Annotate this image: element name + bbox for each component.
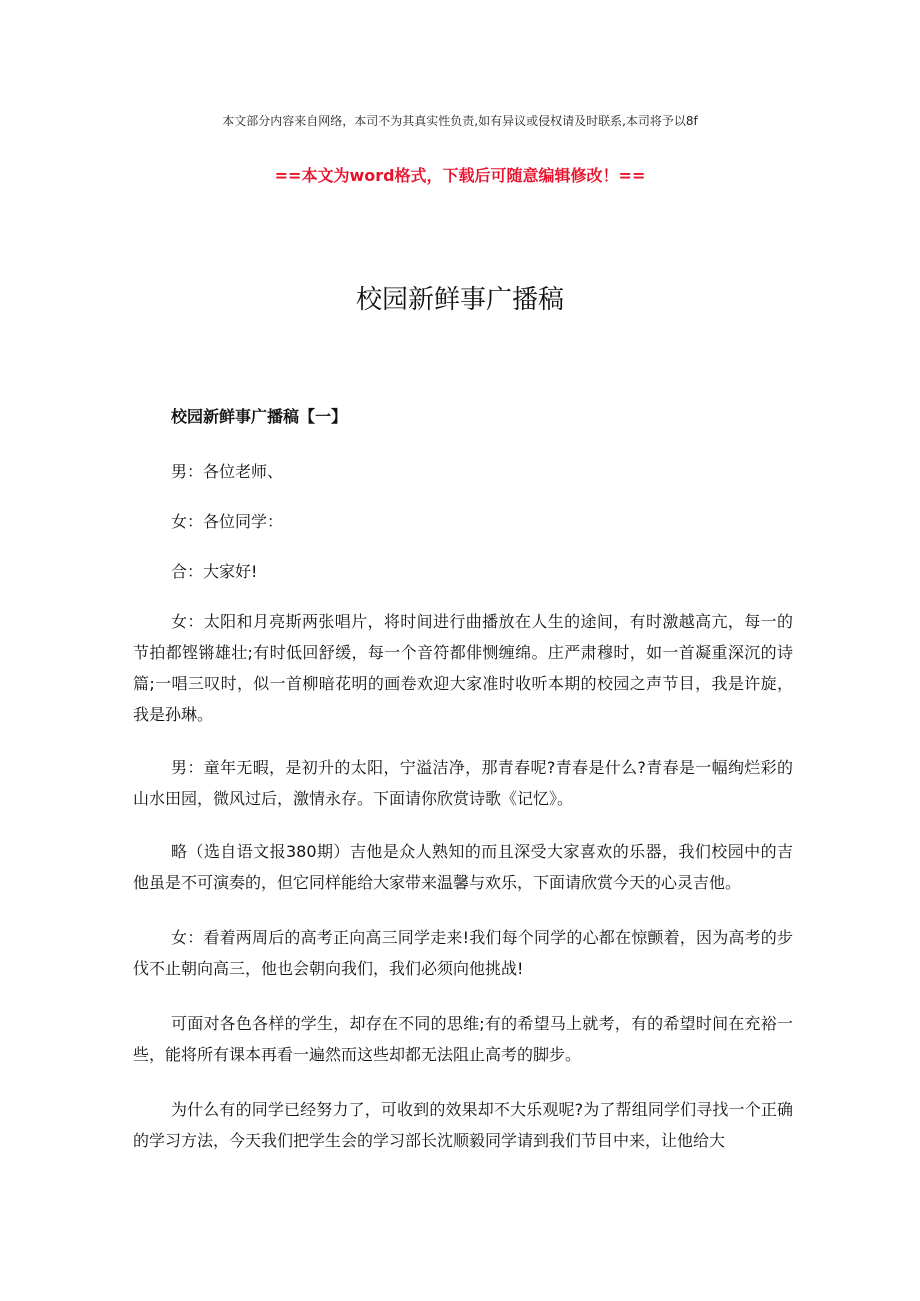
paragraph-3: 合：大家好!	[171, 562, 258, 581]
paragraph-4: 女：太阳和月亮斯两张唱片，将时间进行曲播放在人生的途间，有时激越高亢，每一的节拍都铿锵雄壮;有时低回舒缓，每一个音符都俳恻缠绵。庄严肃穆时，如一首凝重深沉的诗篇;一唱三叹时，似一首柳暗花明的画卷欢迎大家准时收听本期的校园之声节目，我是许旋，我是孙琳。	[133, 612, 793, 724]
paragraph-5: 男：童年无暇，是初升的太阳，宁溢洁净，那青春呢?青春是什么?青春是一幅绚烂彩的山水田园，微风过后，激情永存。下面请你欣赏诗歌《记忆》。	[133, 758, 793, 808]
page-title: 校园新鲜事广播稿	[355, 285, 564, 315]
paragraph-9: 为什么有的同学已经努力了，可收到的效果却不大乐观呢?为了帮组同学们寻找一个正确的学习方法，今天我们把学生会的学习部长沈顺毅同学请到我们节目中来，让他给大	[133, 1100, 793, 1150]
paragraph-7: 女：看着两周后的高考正向高三同学走来!我们每个同学的心都在惊颤着，因为高考的步伐不止朝向高三，他也会朝向我们，我们必须向他挑战!	[133, 928, 793, 978]
word-format-notice: ==本文为word格式，下载后可随意编辑修改！==	[274, 166, 646, 185]
section-heading: 校园新鲜事广播稿【一】	[171, 407, 348, 426]
paragraph-2: 女：各位同学：	[171, 512, 284, 531]
paragraph-6: 略（选自语文报380期）吉他是众人熟知的而且深受大家喜欢的乐器，我们校园中的吉他虽是不可演奏的，但它同样能给大家带来温馨与欢乐，下面请欣赏今天的心灵吉他。	[133, 842, 793, 892]
paragraph-1: 男：各位老师、	[171, 462, 284, 481]
disclaimer-text: 本文部分内容来自网络，本司不为其真实性负责,如有异议或侵权请及时联系,本司将予以8f	[222, 114, 698, 128]
paragraph-8: 可面对各色各样的学生，却存在不同的思维;有的希望马上就考，有的希望时间在充裕一些，能将所有课本再看一遍然而这些却都无法阻止高考的脚步。	[133, 1014, 793, 1064]
document-body	[133, 404, 793, 1156]
